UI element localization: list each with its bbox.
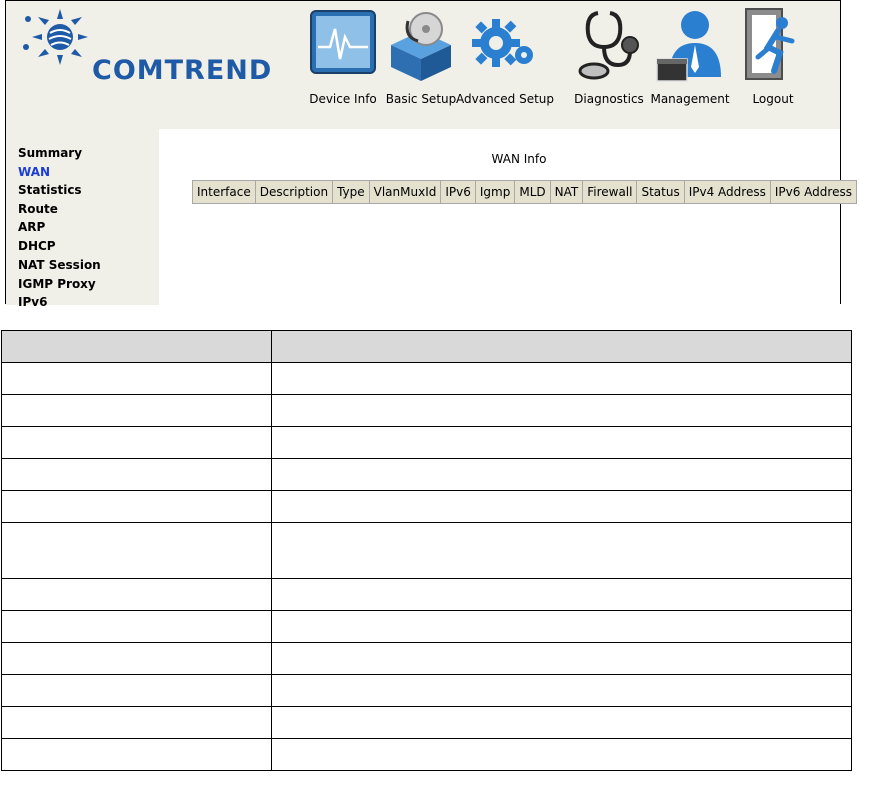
sidebar-item-route[interactable]: Route [18,202,58,216]
nav-device-info[interactable]: Device Info [302,5,384,115]
column-header: VlanMuxId [369,181,441,204]
nav-diagnostics[interactable]: Diagnostics [568,5,650,115]
sidebar-item-dhcp[interactable]: DHCP [18,239,56,253]
column-header: NAT [550,181,583,204]
brand-name: COMTREND [92,55,273,86]
table-header-row [2,331,852,363]
table-row [2,523,852,579]
sidebar-item-statistics[interactable]: Statistics [18,183,82,197]
table-row [2,459,852,491]
nav-logout[interactable]: Logout [732,5,814,115]
table-row [2,739,852,771]
header-bar [6,1,840,129]
table-header-row [193,181,857,204]
sidebar-item-nat-session[interactable]: NAT Session [18,258,101,272]
table-row [2,707,852,739]
column-header: IPv6 Address [770,181,856,204]
advanced-setup-icon [468,7,538,83]
table-row [2,643,852,675]
router-ui-screenshot [5,0,852,309]
column-header: Firewall [583,181,637,204]
column-header: IPv4 Address [684,181,770,204]
column-header: IPv6 [441,181,476,204]
table-row [2,611,852,643]
nav-management[interactable]: Management [649,5,731,115]
column-header: Interface [193,181,256,204]
table-row [2,579,852,611]
management-icon [655,7,725,83]
table-row [2,427,852,459]
device-info-icon [308,7,378,83]
sidebar-item-wan[interactable]: WAN [18,165,51,179]
sidebar-menu [6,129,159,309]
logout-icon [738,7,808,83]
wan-info-table [192,180,857,204]
page-title: WAN Info [491,152,547,166]
column-header: Status [637,181,684,204]
field-description-table [1,330,852,771]
column-header: Description [255,181,332,204]
basic-setup-icon [386,7,456,83]
column-header: Igmp [475,181,514,204]
table-row [2,363,852,395]
comtrend-logo [20,7,280,87]
nav-basic-setup[interactable]: Basic Setup [380,5,462,115]
sidebar-item-arp[interactable]: ARP [18,220,46,234]
sidebar-item-igmp-proxy[interactable]: IGMP Proxy [18,277,96,291]
main-content [159,129,852,305]
sidebar-item-ipv6[interactable]: IPv6 [18,295,48,309]
sidebar-item-summary[interactable]: Summary [18,146,83,160]
nav-advanced-setup[interactable]: Advanced Setup [462,5,544,115]
column-header: MLD [515,181,550,204]
table-row [2,491,852,523]
table-row [2,675,852,707]
column-header: Type [333,181,370,204]
comtrend-sunburst-icon [20,7,90,67]
table-row [2,395,852,427]
diagnostics-icon [574,7,644,83]
